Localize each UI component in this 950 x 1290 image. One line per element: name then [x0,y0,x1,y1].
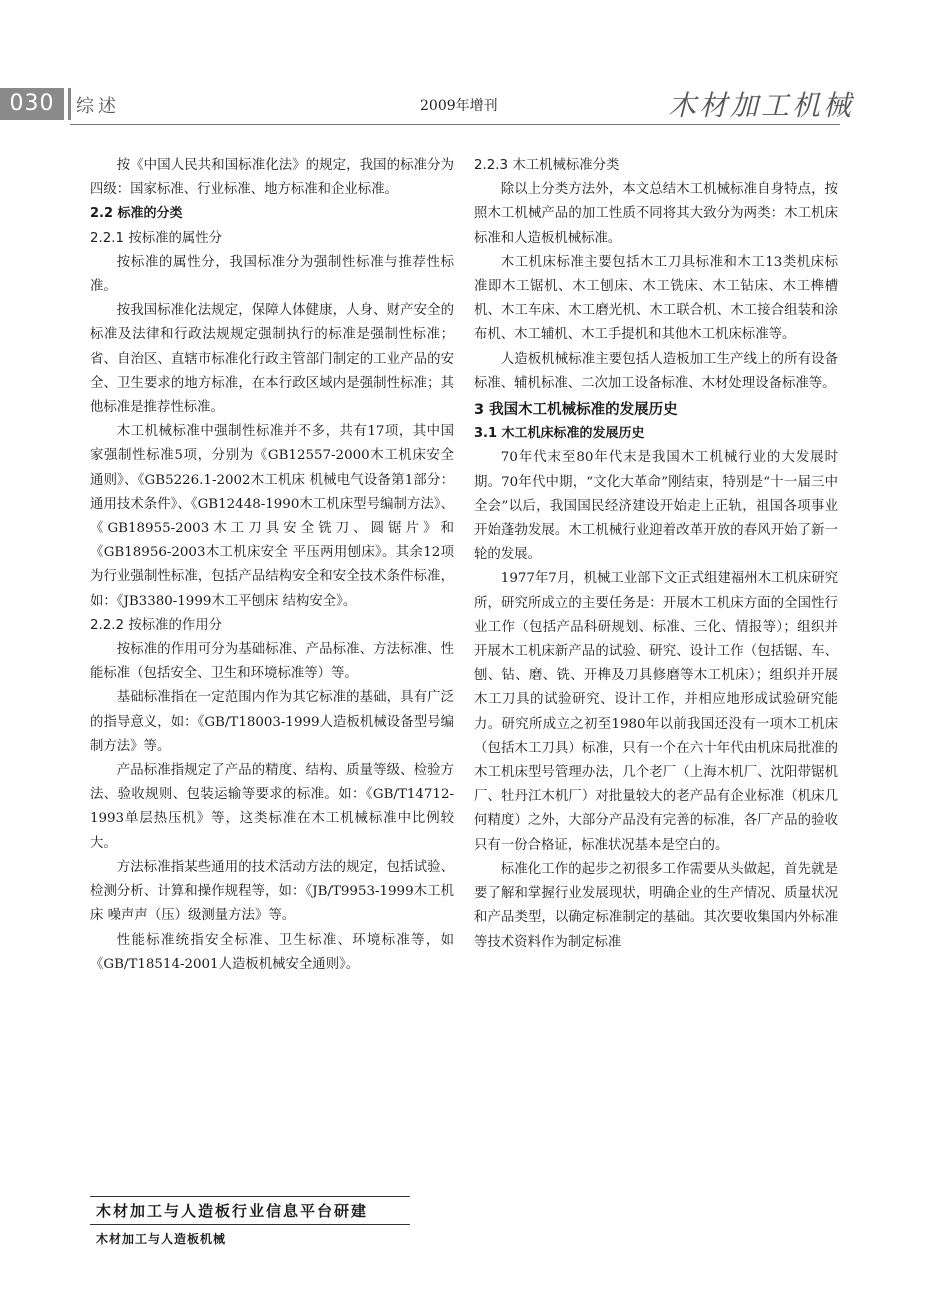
left-column [90,154,454,977]
heading-3: 3 我国木工机械标准的发展历史 [474,402,678,419]
heading-2-2-3: 2.2.3 木工机械标准分类 [474,158,620,173]
paragraph: 按标准的作用可分为基础标准、产品标准、方法标准、性能标准（包括安全、卫生和环境标准等）等。 [90,642,454,682]
journal-logo: 木材加工机械 [668,89,855,122]
heading-3-1: 3.1 木工机床标准的发展历史 [474,426,645,442]
paragraph: 方法标准指某些通用的技术活动方法的规定，包括试验、检测分析、计算和操作规程等，如：《JB/T9953-1999木工机床 噪声声（压）级测量方法》等。 [90,859,454,924]
paragraph: 按我国标准化法规定，保障人体健康，人身、财产安全的标准及法律和行政法规规定强制执行的标准是强制性标准；省、自治区、直辖市标准化行政主管部门制定的工业产品的安全、卫生要求的地方标准，在本行政区域内是强制性标准；其他标准是推荐性标准。 [90,303,454,416]
heading-2-2-1: 2.2.1 按标准的属性分 [90,230,223,246]
paragraph: 人造板机械标准主要包括人造板加工生产线上的所有设备标准、辅机标准、二次加工设备标准、木材处理设备标准等。 [474,351,838,391]
page-footer [90,1196,850,1256]
heading-2-2: 2.2 标准的分类 [90,206,183,222]
page-number: 030 [0,88,64,120]
paragraph: 木工机械标准中强制性标准并不多，共有17项，其中国家强制性标准5项，分别为《GB12557-2000木工机床安全通则》、《GB5226.1-2002木工机床 机械电气设备第1部分：通用技术条件》、《GB12448-1990木工机床型号编制方法》、《GB18955-2003木工刀具安全铣刀、圆锯片》和《GB18956-2003木工机床安全 平压两用刨床》。其余12项为行业强制性标准，包括产品结构安全和安全技术条件标准，如：《JB3380-1999木工平刨床 结构安全》。 [90,424,454,609]
footer-journal-name: 木材加工与人造板机械 [96,1232,227,1246]
header-rule [70,124,840,125]
paragraph: 按标准的属性分，我国标准分为强制性标准与推荐性标准。 [90,254,454,295]
issue-label: 2009年增刊 [420,98,498,114]
paragraph: 1977年7月，机械工业部下文正式组建福州木工机床研究所，研究所成立的主要任务是：开展木工机床方面的全国性行业工作（包括产品科研规划、标准、三化、情报等）；组织并开展木工机床新产品的试验、研究、设计工作（包括锯、车、刨、钻、磨、铣、开榫及刀具修磨等木工机床）；组织并开展木工刀具的试验研究、设计工作，并相应地形成试验研究能力。研究所成立之初至1980年以前我国还没有一项木工机床（包括木工刀具）标准，只有一个在六十年代由机床局批准的木工机床型号管理办法，几个老厂（上海木机厂、沈阳带锯机厂、牡丹江木机厂）对批量较大的老产品有企业标准（机床几何精度）之外，大部分产品没有完善的标准，各厂产品的验收只有一份合格证，标准状况基本是空白的。 [474,571,838,853]
footer-rule [90,1196,410,1197]
section-divider [68,88,71,120]
paragraph: 按《中国人民共和国标准化法》的规定，我国的标准分为四级：国家标准、行业标准、地方标准和企业标准。 [90,158,454,198]
footer-project-title: 木材加工与人造板行业信息平台研建 [96,1202,369,1220]
paragraph: 性能标准统指安全标准、卫生标准、环境标准等，如《GB/T18514-2001人造板机械安全通则》。 [90,932,454,972]
paragraph: 产品标准指规定了产品的精度、结构、质量等级、检验方法、验收规则、包装运输等要求的标准。如：《GB/T14712-1993单层热压机》等，这类标准在木工机械标准中比例较大。 [90,763,454,851]
paragraph: 除以上分类方法外，本文总结木工机械标准自身特点，按照木工机械产品的加工性质不同将其大致分为两类：木工机床标准和人造板机械标准。 [474,182,838,246]
paragraph: 木工机床标准主要包括木工刀具标准和木工13类机床标准即木工锯机、木工刨床、木工铣床、木工钻床、木工榫槽机、木工车床、木工磨光机、木工联合机、木工接合组装和涂布机、木工辅机、木工手提机和其他木工机床标准等。 [474,254,838,343]
right-column [474,154,838,955]
heading-2-2-2: 2.2.2 按标准的作用分 [90,617,223,633]
page-header [0,78,950,126]
paragraph: 标准化工作的起步之初很多工作需要从头做起，首先就是要了解和掌握行业发展现状，明确企业的生产情况、质量状况和产品类型，以确定标准制定的基础。其次要收集国内外标准等技术资料作为制定标准 [474,861,838,950]
section-label: 综述 [76,96,120,117]
footer-rule [90,1224,410,1225]
paragraph: 70年代末至80年代末是我国木工机械行业的大发展时期。70年代中期，“文化大革命”刚结束，特别是“十一届三中全会”以后，我国国民经济建设开始走上正轨，祖国各项事业开始蓬勃发展。木工机械行业迎着改革开放的春风开始了新一轮的发展。 [474,450,838,563]
paragraph: 基础标准指在一定范围内作为其它标准的基础，具有广泛的指导意义，如：《GB/T18003-1999人造板机械设备型号编制方法》等。 [90,690,454,754]
